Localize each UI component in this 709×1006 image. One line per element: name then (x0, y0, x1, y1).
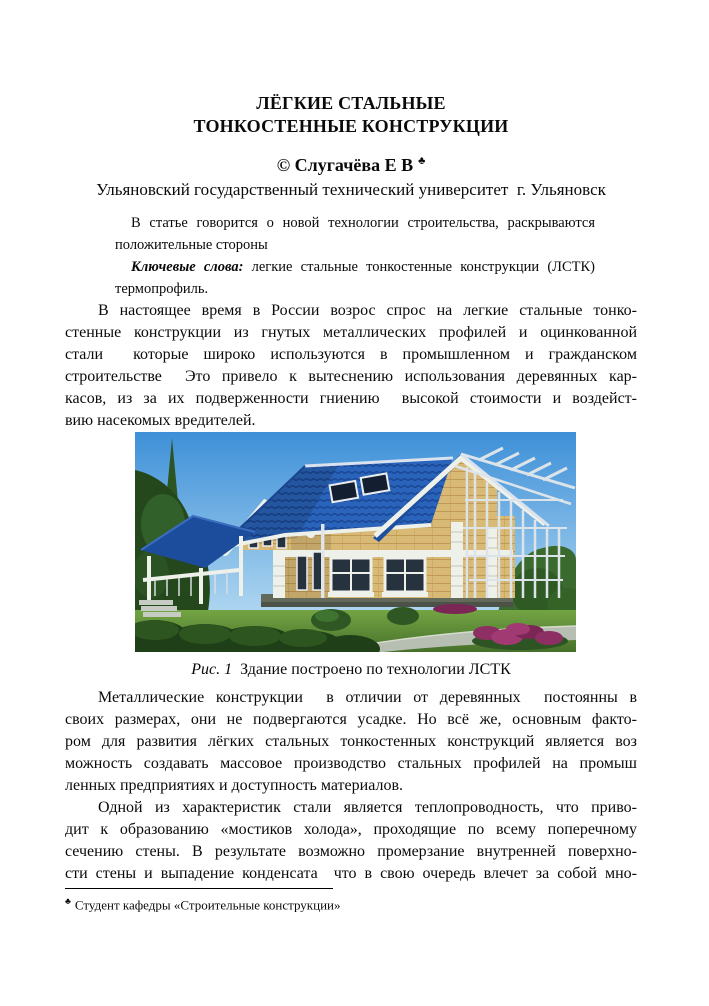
title-line-2: ТОНКОСТЕННЫЕ КОНСТРУКЦИИ (193, 116, 509, 136)
text-line: стали которые широко используются в промышленном и гражданском (65, 346, 637, 363)
text-line: В статье говорится о новой технологии строительства, раскрываются (131, 215, 595, 231)
footnote-rule (65, 888, 333, 889)
text-line: Одной из характеристик стали является теплопроводность, что приво- (98, 799, 637, 816)
footnote (65, 888, 637, 913)
paragraph-3 (65, 797, 637, 885)
author-name: © Слугачёва Е В (276, 155, 414, 175)
text-line: сти стены и выпадение конденсата что в свою очередь влечет за собой мно- (65, 865, 637, 882)
footnote-text: ♣ Студент кафедры «Строительные конструкции» (65, 896, 341, 913)
text-line: своих размерах, они не подвергаются усадке. Но всё же, основным факто- (65, 711, 637, 728)
text-line: касов, из за их подверженности гниению высокой стоимости и воздейст- (65, 390, 637, 407)
title-line-1: ЛЁГКИЕ СТАЛЬНЫЕ (256, 93, 446, 113)
downpipe (321, 524, 325, 598)
club-footnote-mark: ♣ (418, 155, 426, 167)
abstract-block (115, 212, 595, 300)
paragraph-1 (65, 300, 637, 432)
text-line: положительные стороны (115, 237, 268, 253)
author-line (65, 155, 637, 176)
keywords-line-2: термопрофиль. (115, 281, 209, 297)
text-line: ленных предприятиях и доступность материалов. (65, 777, 403, 794)
figure-caption-label: Рис. 1 (191, 661, 233, 678)
page-title (65, 92, 637, 138)
text-line: дит к образованию «мостиков холода», проходящие по всему поперечному (65, 821, 637, 838)
figure-caption (65, 661, 637, 679)
abstract-text (115, 212, 595, 256)
text-line: В настоящее время в России возрос спрос на легкие стальные тонко- (98, 302, 637, 319)
text-line: ром для развития лёгких стальных тонкостенных конструкций является воз (65, 733, 637, 750)
keywords-label: Ключевые слова: (131, 259, 244, 275)
figure (135, 432, 576, 652)
text-line: стенные конструкции из гнутых металлических профилей и оцинкованной (65, 324, 637, 341)
keywords-text: легкие стальные тонкостенные конструкции (ЛСТК) (243, 259, 596, 275)
text-line: можность создавать массовое производство стальных профилей на промыш (65, 755, 637, 772)
house-photo (135, 432, 576, 652)
paragraph-2 (65, 687, 637, 797)
figure-caption-text: Здание построено по технологии ЛСТК (232, 661, 511, 678)
text-line: Металлические конструкции в отличии от деревянных постоянны в (98, 689, 637, 706)
affiliation: Ульяновский государственный технический университет г. Ульяновск (96, 180, 606, 199)
keywords-line (115, 256, 595, 278)
text-line: строительстве Это привело к вытеснению использования деревянных кар- (65, 368, 637, 385)
text-line: сечению стены. В результате возможно промерзание внутренней поверхно- (65, 843, 637, 860)
windows (297, 552, 428, 597)
club-footnote-mark: ♣ (65, 896, 71, 906)
text-line: вию насекомых вредителей. (65, 412, 256, 429)
